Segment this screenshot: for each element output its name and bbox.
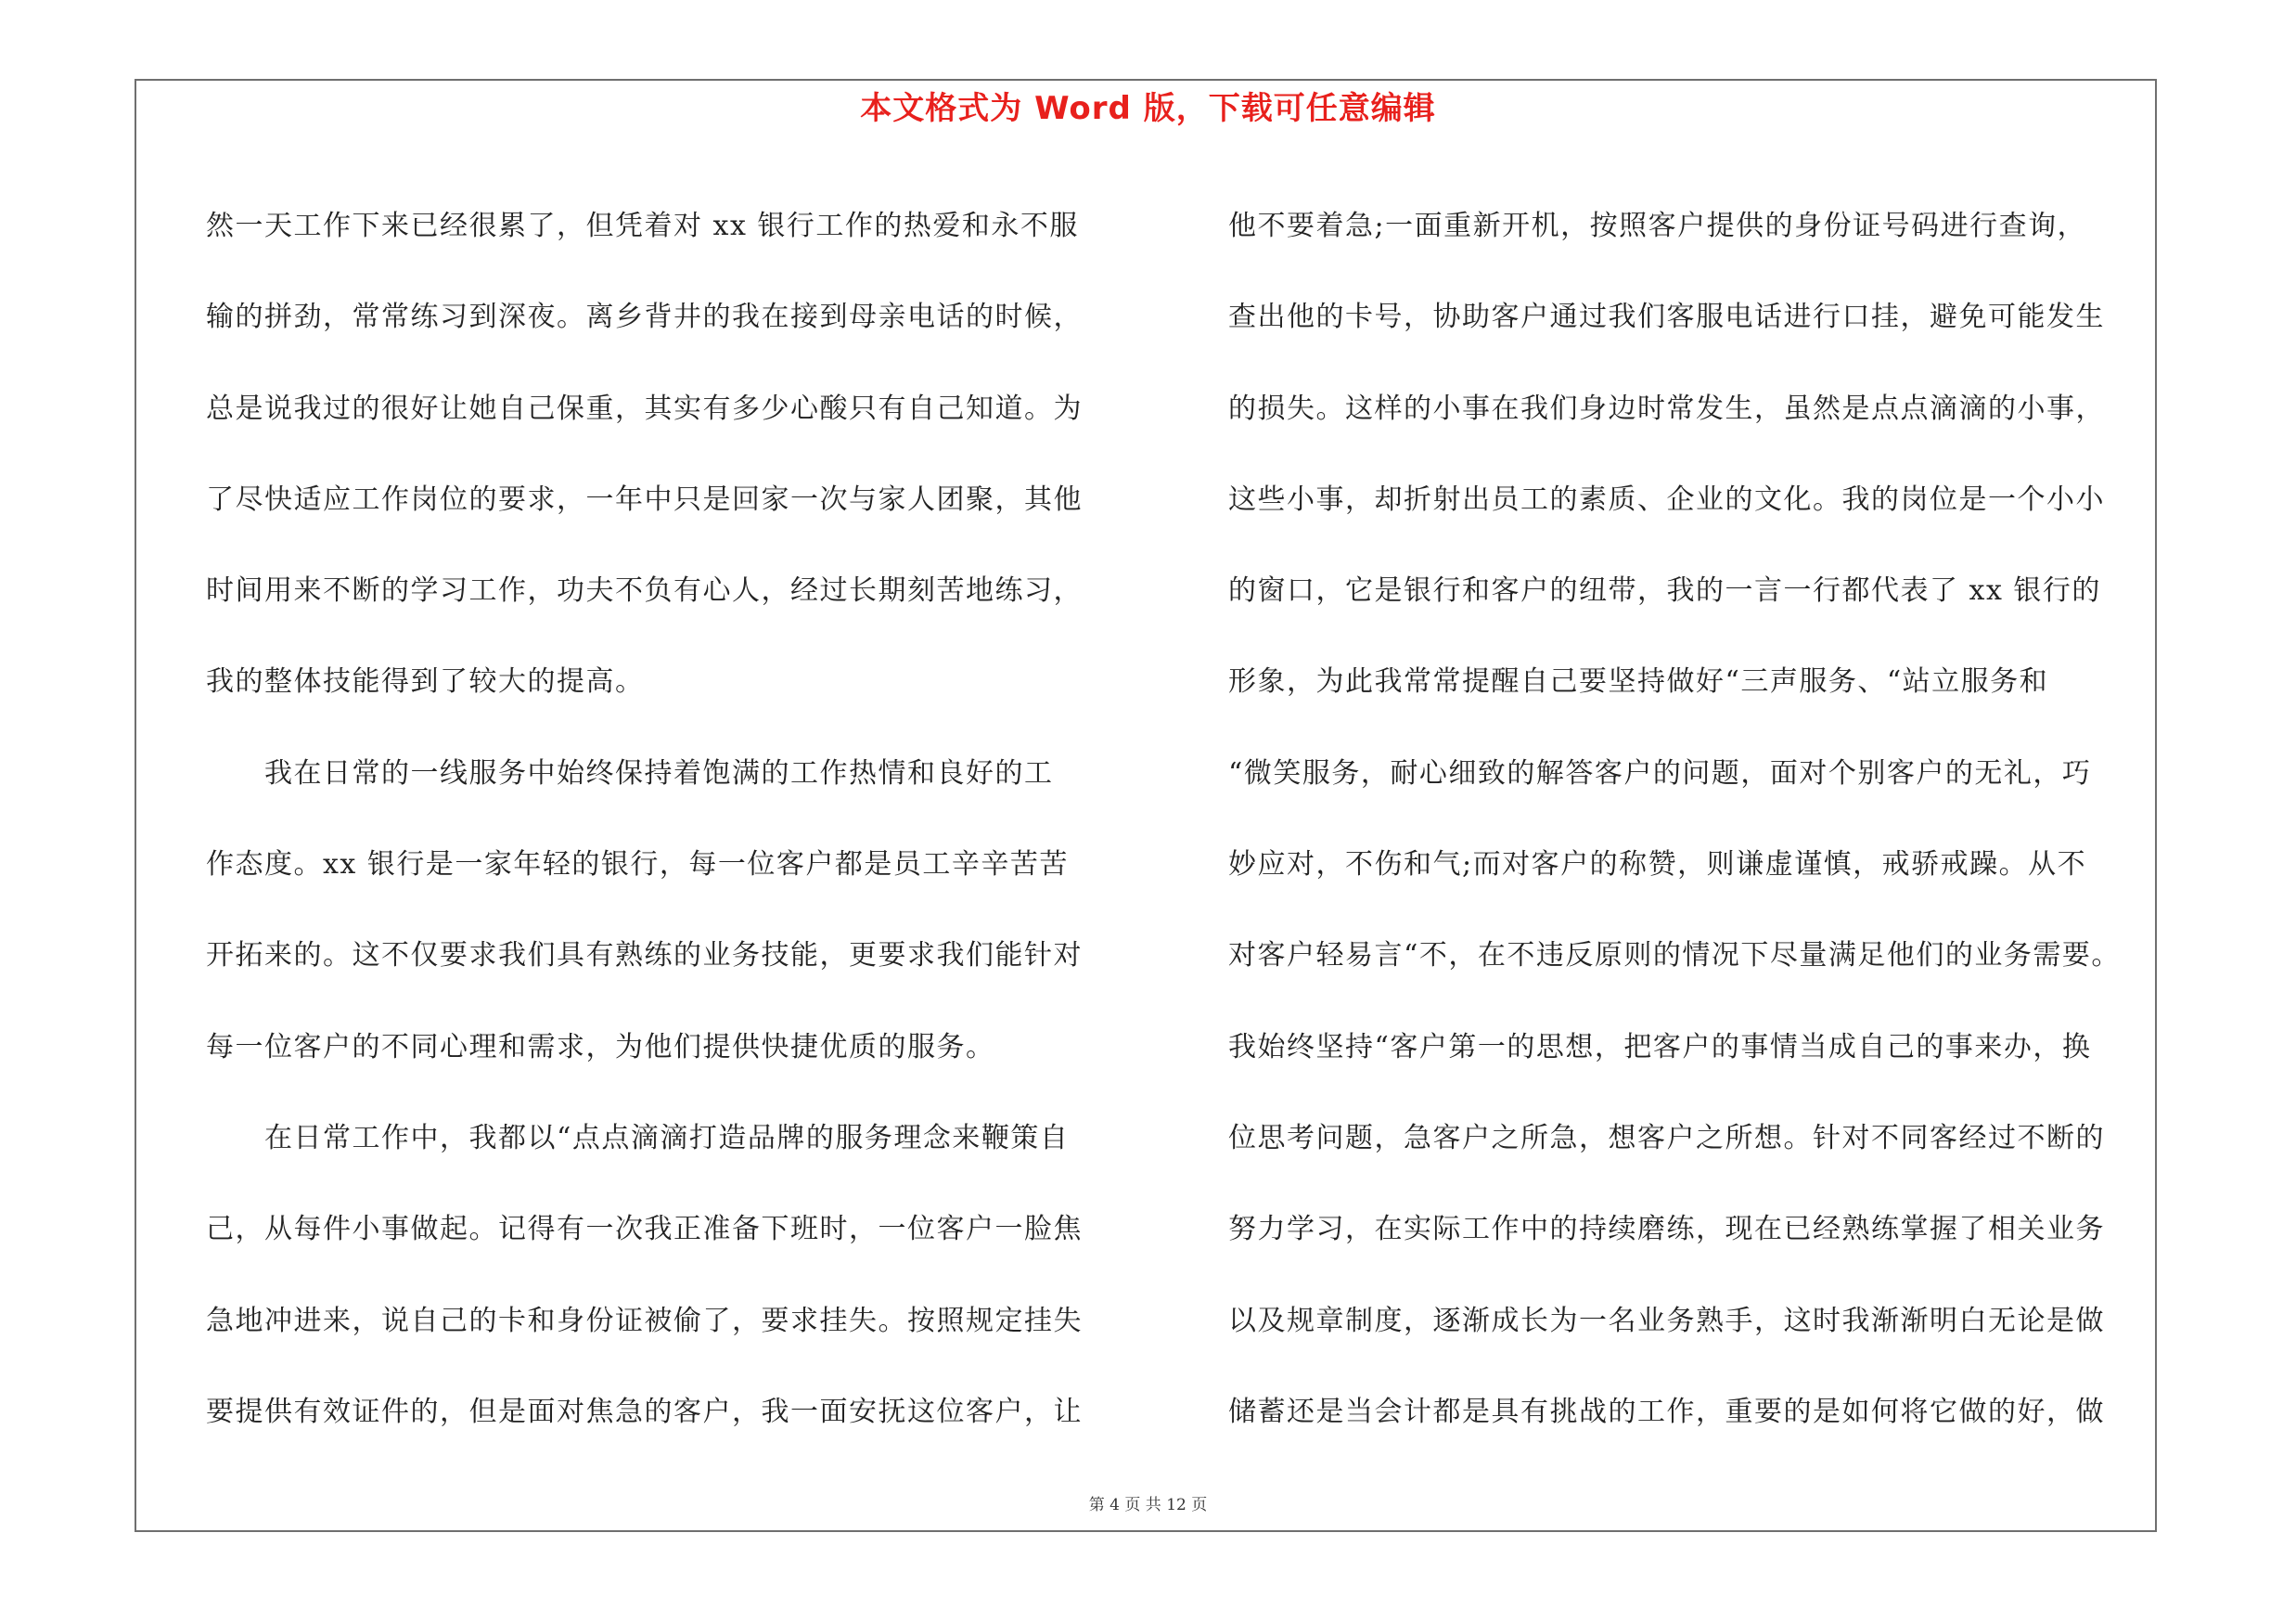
format-banner: 本文格式为 Word 版，下载可任意编辑 bbox=[860, 90, 1436, 127]
text-line: 他不要着急;一面重新开机，按照客户提供的身份证号码进行查询， bbox=[1228, 210, 2087, 242]
text-line: 储蓄还是当会计都是具有挑战的工作，重要的是如何将它做的好，做 bbox=[1228, 1395, 2105, 1428]
text-line: 己，从每件小事做起。记得有一次我正准备下班时，一位客户一脸焦 bbox=[206, 1213, 1083, 1246]
text-line: 输的拼劲，常常练习到深夜。离乡背井的我在接到母亲电话的时候， bbox=[206, 301, 1083, 334]
text-line: 作态度。xx 银行是一家年轻的银行，每一位客户都是员工辛辛苦苦 bbox=[206, 848, 1069, 882]
text-line: 位思考问题，急客户之所急，想客户之所想。针对不同客经过不断的 bbox=[1228, 1121, 2105, 1154]
text-line: 我的整体技能得到了较大的提高。 bbox=[206, 665, 645, 699]
text-line: 努力学习，在实际工作中的持续磨练，现在已经熟练掌握了相关业务 bbox=[1228, 1213, 2105, 1246]
text-line: 形象，为此我常常提醒自己要坚持做好“三声服务、“站立服务和 bbox=[1228, 665, 2049, 699]
text-line: 查出他的卡号，协助客户通过我们客服电话进行口挂，避免可能发生 bbox=[1228, 301, 2105, 334]
text-line: 每一位客户的不同心理和需求，为他们提供快捷优质的服务。 bbox=[206, 1030, 995, 1063]
text-line: 以及规章制度，逐渐成长为一名业务熟手，这时我渐渐明白无论是做 bbox=[1228, 1304, 2105, 1337]
text-column-right bbox=[1228, 181, 2151, 1458]
text-line: 急地冲进来，说自己的卡和身份证被偷了，要求挂失。按照规定挂失 bbox=[206, 1304, 1083, 1337]
text-line: 然一天工作下来已经很累了，但凭着对 xx 银行工作的热爱和永不服 bbox=[206, 210, 1079, 242]
text-line: 的损失。这样的小事在我们身边时常发生，虽然是点点滴滴的小事， bbox=[1228, 392, 2105, 425]
text-line: 时间用来不断的学习工作，功夫不负有心人，经过长期刻苦地练习， bbox=[206, 574, 1083, 608]
text-line: 开拓来的。这不仅要求我们具有熟练的业务技能，更要求我们能针对 bbox=[206, 939, 1083, 973]
text-line: 妙应对，不伤和气;而对客户的称赞，则谦虚谨慎，戒骄戒躁。从不 bbox=[1228, 848, 2087, 882]
text-line: 在日常工作中，我都以“点点滴滴打造品牌的服务理念来鞭策自 bbox=[206, 1121, 1070, 1154]
text-line: “微笑服务，耐心细致的解答客户的问题，面对个别客户的无礼，巧 bbox=[1228, 756, 2092, 790]
text-line: 总是说我过的很好让她自己保重，其实有多少心酸只有自己知道。为 bbox=[206, 392, 1083, 425]
text-line: 的窗口，它是银行和客户的纽带，我的一言一行都代表了 xx 银行的 bbox=[1228, 574, 2101, 608]
page-number: 第 4 页 共 12 页 bbox=[1088, 1496, 1208, 1514]
text-line: 对客户轻易言“不，在不违反原则的情况下尽量满足他们的业务需要。 bbox=[1228, 939, 2121, 973]
text-column-left bbox=[206, 181, 1134, 1458]
text-line: 我始终坚持“客户第一的思想，把客户的事情当成自己的事来办，换 bbox=[1228, 1030, 2092, 1063]
text-line: 要提供有效证件的，但是面对焦急的客户，我一面安抚这位客户，让 bbox=[206, 1395, 1083, 1428]
text-line: 我在日常的一线服务中始终保持着饱满的工作热情和良好的工 bbox=[206, 756, 1054, 790]
text-line: 了尽快适应工作岗位的要求，一年中只是回家一次与家人团聚，其他 bbox=[206, 483, 1083, 516]
text-line: 这些小事，却折射出员工的素质、企业的文化。我的岗位是一个小小 bbox=[1228, 483, 2105, 516]
